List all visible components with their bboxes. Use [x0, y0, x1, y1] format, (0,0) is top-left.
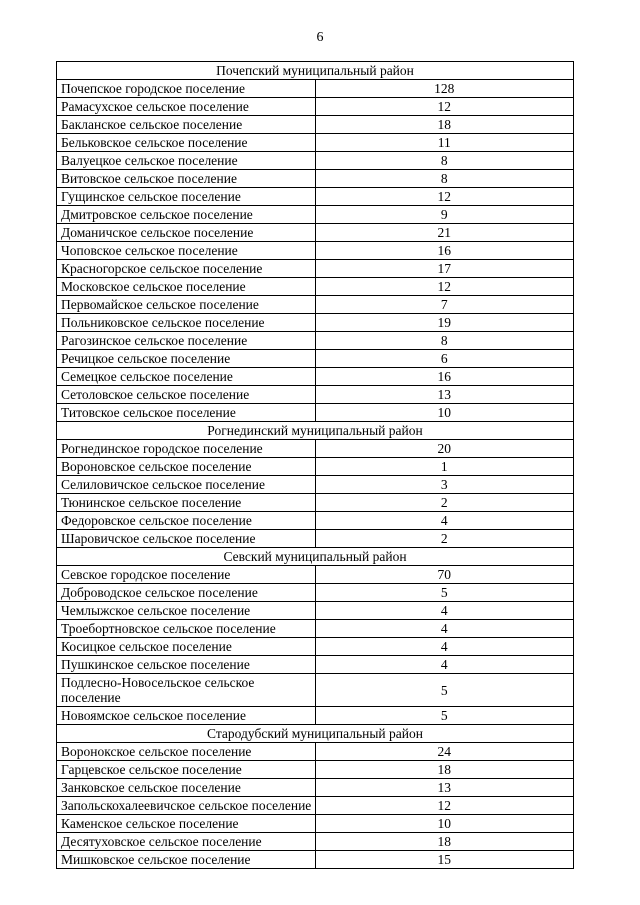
table-row	[57, 314, 574, 332]
settlement-value: 8	[315, 152, 574, 170]
table-row	[57, 566, 574, 584]
settlement-value: 128	[315, 80, 574, 98]
table-row	[57, 638, 574, 656]
settlement-name: Косицкое сельское поселение	[57, 638, 316, 656]
settlement-name: Воронокское сельское поселение	[57, 743, 316, 761]
settlement-value: 17	[315, 260, 574, 278]
settlement-name: Троебортновское сельское поселение	[57, 620, 316, 638]
table-row	[57, 116, 574, 134]
settlement-value: 16	[315, 242, 574, 260]
settlement-name: Доброводское сельское поселение	[57, 584, 316, 602]
settlement-name: Тюнинское сельское поселение	[57, 494, 316, 512]
settlement-value: 18	[315, 116, 574, 134]
settlement-name: Рагозинское сельское поселение	[57, 332, 316, 350]
settlement-value: 13	[315, 779, 574, 797]
settlement-name: Чоповское сельское поселение	[57, 242, 316, 260]
settlement-name: Гарцевское сельское поселение	[57, 761, 316, 779]
table-row	[57, 458, 574, 476]
table-row	[57, 761, 574, 779]
table-row	[57, 296, 574, 314]
table-row	[57, 260, 574, 278]
settlement-value: 9	[315, 206, 574, 224]
settlement-value: 21	[315, 224, 574, 242]
table-row	[57, 332, 574, 350]
settlement-name: Гущинское сельское поселение	[57, 188, 316, 206]
settlement-value: 19	[315, 314, 574, 332]
settlements-table-body	[57, 62, 574, 869]
settlement-value: 18	[315, 833, 574, 851]
settlement-name: Запольскохалеевичское сельское поселение	[57, 797, 316, 815]
settlement-value: 24	[315, 743, 574, 761]
table-row	[57, 797, 574, 815]
table-row	[57, 620, 574, 638]
settlement-name: Шаровичское сельское поселение	[57, 530, 316, 548]
settlement-name: Витовское сельское поселение	[57, 170, 316, 188]
table-row	[57, 368, 574, 386]
table-row	[57, 476, 574, 494]
table-row	[57, 224, 574, 242]
settlement-name: Польниковское сельское поселение	[57, 314, 316, 332]
table-row	[57, 242, 574, 260]
settlement-name: Почепское городское поселение	[57, 80, 316, 98]
table-row	[57, 80, 574, 98]
settlement-value: 12	[315, 797, 574, 815]
settlement-value: 13	[315, 386, 574, 404]
settlement-value: 11	[315, 134, 574, 152]
settlement-name: Подлесно-Новосельское сельское поселение	[57, 674, 316, 707]
settlement-value: 20	[315, 440, 574, 458]
table-row	[57, 134, 574, 152]
district-header-row	[57, 548, 574, 566]
settlement-value: 4	[315, 512, 574, 530]
table-row	[57, 707, 574, 725]
table-row	[57, 512, 574, 530]
settlement-name: Валуецкое сельское поселение	[57, 152, 316, 170]
table-row	[57, 188, 574, 206]
settlement-name: Селиловичское сельское поселение	[57, 476, 316, 494]
settlement-value: 2	[315, 494, 574, 512]
settlement-value: 2	[315, 530, 574, 548]
settlements-table	[56, 61, 574, 869]
settlement-value: 7	[315, 296, 574, 314]
table-row	[57, 170, 574, 188]
settlement-value: 12	[315, 188, 574, 206]
table-row	[57, 152, 574, 170]
settlement-value: 10	[315, 815, 574, 833]
table-row	[57, 440, 574, 458]
district-header-row	[57, 422, 574, 440]
settlement-name: Занковское сельское поселение	[57, 779, 316, 797]
district-title: Почепский муниципальный район	[57, 62, 574, 80]
settlement-name: Доманичское сельское поселение	[57, 224, 316, 242]
settlement-name: Дмитровское сельское поселение	[57, 206, 316, 224]
settlement-name: Федоровское сельское поселение	[57, 512, 316, 530]
table-row	[57, 278, 574, 296]
settlement-name: Сетоловское сельское поселение	[57, 386, 316, 404]
settlement-value: 6	[315, 350, 574, 368]
settlement-name: Пушкинское сельское поселение	[57, 656, 316, 674]
district-title: Рогнединский муниципальный район	[57, 422, 574, 440]
settlement-name: Титовское сельское поселение	[57, 404, 316, 422]
settlement-name: Семецкое сельское поселение	[57, 368, 316, 386]
table-row	[57, 743, 574, 761]
table-row	[57, 494, 574, 512]
settlement-value: 4	[315, 602, 574, 620]
settlement-value: 4	[315, 656, 574, 674]
settlement-value: 5	[315, 674, 574, 707]
table-row	[57, 386, 574, 404]
table-row	[57, 584, 574, 602]
settlement-name: Московское сельское поселение	[57, 278, 316, 296]
settlement-name: Десятуховское сельское поселение	[57, 833, 316, 851]
settlement-name: Чемлыжское сельское поселение	[57, 602, 316, 620]
settlement-name: Рогнединское городское поселение	[57, 440, 316, 458]
settlement-value: 8	[315, 170, 574, 188]
settlement-name: Бельковское сельское поселение	[57, 134, 316, 152]
table-row	[57, 602, 574, 620]
settlement-value: 10	[315, 404, 574, 422]
settlement-name: Бакланское сельское поселение	[57, 116, 316, 134]
settlement-name: Красногорское сельское поселение	[57, 260, 316, 278]
table-row	[57, 530, 574, 548]
settlement-value: 12	[315, 278, 574, 296]
settlement-value: 16	[315, 368, 574, 386]
settlement-name: Вороновское сельское поселение	[57, 458, 316, 476]
settlement-value: 1	[315, 458, 574, 476]
settlement-name: Речицкое сельское поселение	[57, 350, 316, 368]
district-header-row	[57, 62, 574, 80]
table-row	[57, 404, 574, 422]
settlement-value: 5	[315, 707, 574, 725]
settlement-value: 70	[315, 566, 574, 584]
settlement-value: 12	[315, 98, 574, 116]
table-row	[57, 851, 574, 869]
settlement-name: Первомайское сельское поселение	[57, 296, 316, 314]
settlement-name: Новоямское сельское поселение	[57, 707, 316, 725]
table-row	[57, 815, 574, 833]
settlement-value: 3	[315, 476, 574, 494]
settlement-value: 15	[315, 851, 574, 869]
settlement-name: Мишковское сельское поселение	[57, 851, 316, 869]
table-row	[57, 98, 574, 116]
settlement-name: Севское городское поселение	[57, 566, 316, 584]
settlement-value: 18	[315, 761, 574, 779]
table-row	[57, 779, 574, 797]
district-title: Севский муниципальный район	[57, 548, 574, 566]
settlement-value: 8	[315, 332, 574, 350]
settlement-name: Каменское сельское поселение	[57, 815, 316, 833]
table-row	[57, 674, 574, 707]
table-row	[57, 350, 574, 368]
table-row	[57, 206, 574, 224]
settlement-name: Рамасухское сельское поселение	[57, 98, 316, 116]
settlement-value: 4	[315, 638, 574, 656]
table-row	[57, 833, 574, 851]
settlement-value: 4	[315, 620, 574, 638]
district-title: Стародубский муниципальный район	[57, 725, 574, 743]
district-header-row	[57, 725, 574, 743]
page-number: 6	[316, 30, 324, 45]
table-row	[57, 656, 574, 674]
settlement-value: 5	[315, 584, 574, 602]
